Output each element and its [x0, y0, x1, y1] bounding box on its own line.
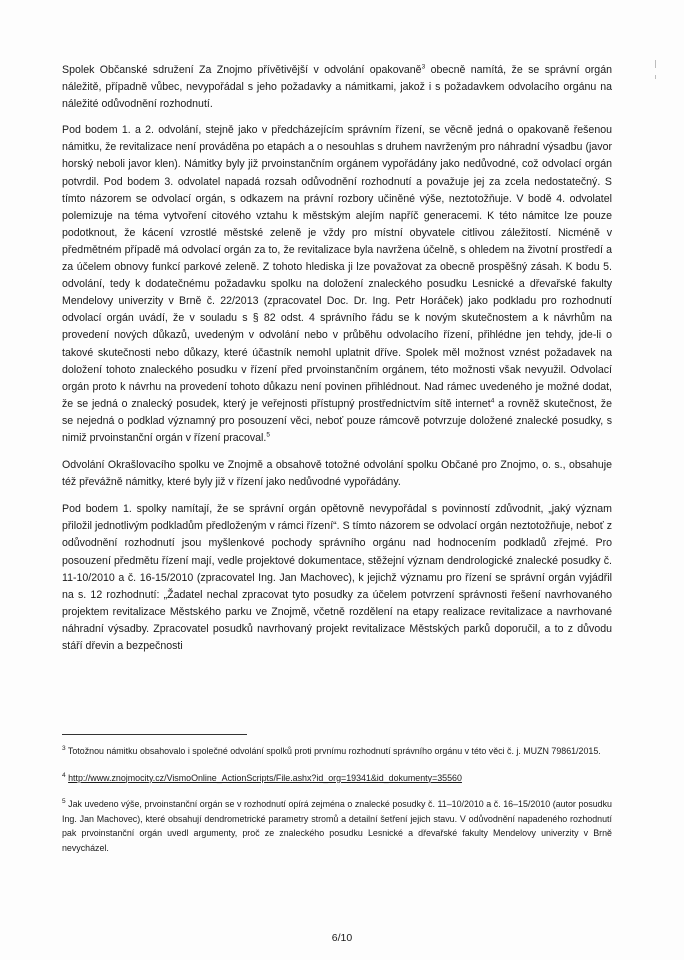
- footnote-3: $^3$ Totožnou námitku obsahovalo i společné odvolání spolků proti prvnímu rozhodnutí správního orgánu v této věci č. j. MUZN 79861/2015.: [62, 745, 601, 756]
- footnote-5: $^5$ Jak uvedeno výše, prvoinstanční orgán se v rozhodnutí opírá zejména o znalecké posudky č. 11–10/2010 a č. 16–15/2010 (autor posudku Ing. Jan Machovec), které obsahují dendrometrické parametry stromů a detailní šetření jejich stavu. V odůvodnění napadeného rozhodnutí pak prvoinstanční orgán uvedl argumenty, proč ze znaleckého posudku Lesnické a dřevařské fakulty Mendelovy univerzity v Brně nevycházel.: [62, 798, 612, 853]
- footnote-ref-5: 5: [266, 431, 270, 439]
- footnote-ref-4: 4: [490, 397, 495, 405]
- paragraph-1: Spolek Občanské sdružení Za Znojmo přívětivější v odvolání opakovaně$^3$ obecně namítá, že se správní orgán náležitě, případně vůbec, nevypořádal s jeho požadavky a námitkami, jakož i s požadavkem odvolacího orgánu na náležité odůvodnění rozhodnutí.: [62, 63, 612, 111]
- paragraph-4: Pod bodem 1. spolky namítají, že se správní orgán opětovně nevypořádal s povinností zdůvodnit, „jaký význam přiložil jednotlivým podkladům předloženým v rámci řízení“. S tímto názorem se odvolací orgán neztotožňuje, neboť z odůvodnění rozhodnutí jsou myšlenkové pochody správního orgánu nad hodnocením podkladů zřejmé. Pro posouzení předmětu řízení mají, vedle projektové dokumentace, stěžejní význam dendrologické znalecké posudky č. 11-10/2010 a č. 16-15/2010 (zpracovatel Ing. Jan Machovec), k jejichž významu pro řízení se správní orgán vyjádřil na s. 12 rozhodnutí: „Žadatel nechal zpracovat tyto posudky za účelem potvrzení správnosti řešení navrhovaného projektem revitalizace Městského parku ve Znojmě, včetně rozdělení na etapy realizace revitalizace a navrhované náhradní výsadby. Zpracovatel posudků navrhovaný projekt revitalizace Městských parků doporučil, a to z důvodu stáří dřevin a bezpečnosti: [62, 503, 612, 652]
- footnote-4: $^4$ http://www.znojmocity.cz/VismoOnline_ActionScripts/File.ashx?id_org=19341&id_dokumenty=35560: [62, 771, 462, 783]
- paragraph-2: Pod bodem 1. a 2. odvolání, stejně jako v předcházejícím správním řízení, se věcně jedná o opakovaně řešenou námitku, že revitalizace není prováděna po etapách a o nesouhlas s druhem navrženým pro náhradní výsadbu (javor horský neboli javor klen). Námitky byly již prvoinstančním orgánem vypořádány jako nedůvodné, což odvolací orgán potvrdil. Pod bodem 3. odvolatel napadá rozsah odůvodnění rozhodnutí a považuje jej za zcela nedostatečný. S tímto názorem se odvolací orgán, s odkazem na právní rozbory učiněné výše, neztotožňuje. V bodě 4. odvolatel polemizuje na téma vytvoření citového vztahu k městským alejím napříč generacemi. K této námitce lze pouze podotknout, že kácení vzrostlé městské zeleně je vždy pro místní obyvatele citlivou záležitostí. Nicméně v předmětném případě má odvolací orgán za to, že revitalizace byla navržena účelně, s ohledem na životní prostředí a za účelem obnovy funkcí parkové zeleně. Z tohoto hlediska ji lze považovat za obecně prospěšný zásah. K bodu 5. odvolání, tedy k dodatečnému požadavku spolku na doložení znaleckého posudku Lesnické a dřevařské fakulty Mendelovy univerzity v Brně č. 22/2013 (zpracovatel Doc. Dr. Ing. Petr Horáček) jako podkladu pro rozhodnutí odvolací orgán uvádí, že v souladu s § 82 odst. 4 správního řádu se k novým skutečnostem a k návrhům na provedení nových důkazů, uvedeným v odvolání nebo v průběhu odvolacího řízení, přihlédne jen tehdy, jde-li o takové skutečnosti nebo důkazy, které účastník nemohl uplatnit dříve. Spolek měl možnost vznést požadavek na doložení tohoto znaleckého posudku v řízení před prvoinstančním orgánem, této možnosti však nevyužil. Odvolací orgán proto k návrhu na provedení tohoto důkazu není povinen přihlédnout. Nad rámec uvedeného je možné dodat, že se jedná o znalecký posudek, který je veřejnosti přístupný prostřednictvím sítě internet$^4$ a rovněž skutečnost, že se nejedná o podklad významný pro posouzení věci, neboť pouze rámcově potvrzuje doložené znalecké posudky, s nimiž prvoinstanční orgán v řízení pracoval.$^5$: [62, 124, 612, 444]
- footnotes: [62, 744, 612, 868]
- paragraph-3: Odvolání Okrašlovacího spolku ve Znojmě a obsahově totožné odvolání spolku Občané pro Znojmo, o. s., obsahuje též převážně námitky, které byly již v řízení jako nedůvodné vypořádány.: [62, 459, 612, 489]
- scan-edge-mark: [655, 60, 656, 68]
- scan-edge-mark: [655, 75, 656, 79]
- footnote-separator: [62, 734, 247, 735]
- body-text: [62, 62, 612, 665]
- footnote-ref-3: 3: [421, 63, 426, 71]
- page-number: 6/10: [331, 932, 353, 944]
- footnote-link[interactable]: http://www.znojmocity.cz/VismoOnline_ActionScripts/File.ashx?id_org=19341&id_dokumenty=35560: [68, 772, 462, 783]
